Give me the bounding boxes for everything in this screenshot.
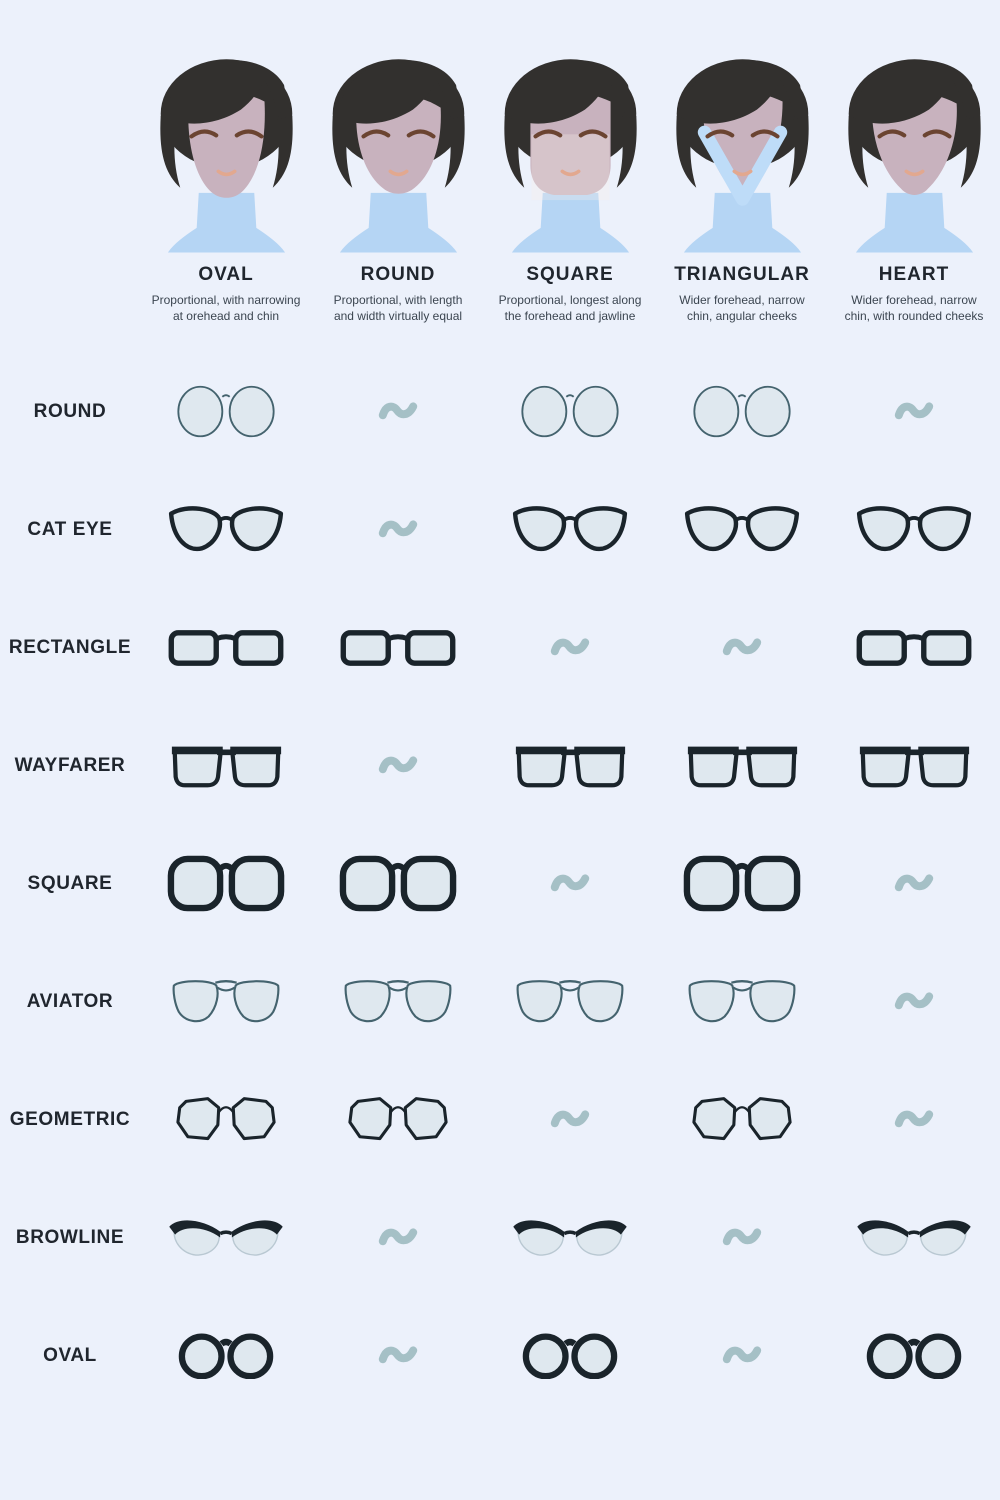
neck xyxy=(167,193,284,253)
cell-wayfarer-round xyxy=(312,707,484,825)
oval-glasses-icon xyxy=(860,1332,968,1379)
round-glasses-icon xyxy=(515,384,625,439)
tilde-icon xyxy=(549,632,591,664)
frame-style-label-cateye: CAT EYE xyxy=(27,518,113,540)
cateye-glasses-icon xyxy=(684,504,800,556)
cell-aviator-round xyxy=(312,943,484,1061)
frame-style-label-square: SQUARE xyxy=(27,872,113,894)
tilde-icon xyxy=(549,1104,591,1136)
cell-oval-triangular xyxy=(656,1297,828,1415)
square-glasses-icon xyxy=(167,854,285,913)
cell-aviator-oval xyxy=(140,943,312,1061)
tilde-icon xyxy=(377,750,419,782)
cell-oval-round xyxy=(312,1297,484,1415)
neck xyxy=(511,193,628,253)
face-shape-label: SQUARE xyxy=(526,264,614,285)
cell-aviator-triangular xyxy=(656,943,828,1061)
aviator-glasses-icon xyxy=(512,974,628,1030)
cell-wayfarer-square xyxy=(484,707,656,825)
cell-square-square xyxy=(484,825,656,943)
cell-browline-square xyxy=(484,1179,656,1297)
geometric-glasses-icon xyxy=(171,1095,281,1144)
cell-rectangle-oval xyxy=(140,589,312,707)
tilde-icon xyxy=(893,1104,935,1136)
cell-wayfarer-oval xyxy=(140,707,312,825)
cateye-glasses-icon xyxy=(856,504,972,556)
geometric-glasses-icon xyxy=(687,1095,797,1144)
face-triangular-illustration xyxy=(650,56,835,262)
round-glasses-icon xyxy=(171,384,281,439)
cell-round-round xyxy=(312,353,484,471)
cateye-glasses-icon xyxy=(168,504,284,556)
cell-aviator-square xyxy=(484,943,656,1061)
oval-glasses-icon xyxy=(516,1332,624,1379)
cell-browline-heart xyxy=(828,1179,1000,1297)
tilde-icon xyxy=(377,396,419,428)
face-shape-description: Wider forehead, narrow chin, angular cheeks xyxy=(679,293,805,323)
tilde-icon xyxy=(377,1222,419,1254)
cell-rectangle-heart xyxy=(828,589,1000,707)
face-shapes-header xyxy=(0,56,1000,325)
cell-browline-round xyxy=(312,1179,484,1297)
cell-cateye-round xyxy=(312,471,484,589)
cell-geometric-square xyxy=(484,1061,656,1179)
square-glasses-icon xyxy=(339,854,457,913)
face-heart-illustration xyxy=(822,56,1000,262)
face-round-illustration xyxy=(306,56,491,262)
square-glasses-icon xyxy=(683,854,801,913)
browline-glasses-icon xyxy=(167,1215,285,1260)
face-shape-column-heart xyxy=(828,56,1000,325)
browline-glasses-icon xyxy=(855,1215,973,1260)
tilde-icon xyxy=(721,1222,763,1254)
face-shape-label: HEART xyxy=(878,264,950,285)
tilde-icon xyxy=(721,632,763,664)
wayfarer-glasses-icon xyxy=(170,741,283,790)
cell-cateye-square xyxy=(484,471,656,589)
oval-glasses-icon xyxy=(172,1332,280,1379)
frame-style-label-browline: BROWLINE xyxy=(15,1226,125,1248)
frame-style-label-oval: OVAL xyxy=(43,1344,97,1366)
cell-rectangle-round xyxy=(312,589,484,707)
cell-rectangle-triangular xyxy=(656,589,828,707)
frame-style-label-round: ROUND xyxy=(33,400,107,422)
face-shape-description: Proportional, longest along the forehead and jawline xyxy=(498,293,642,323)
geometric-glasses-icon xyxy=(343,1095,453,1144)
cell-round-triangular xyxy=(656,353,828,471)
face-shape-column-triangular xyxy=(656,56,828,325)
cell-square-triangular xyxy=(656,825,828,943)
frame-style-label-aviator: AVIATOR xyxy=(26,990,114,1012)
cell-browline-triangular xyxy=(656,1179,828,1297)
face-shape-column-square xyxy=(484,56,656,325)
wayfarer-glasses-icon xyxy=(686,741,799,790)
face-shape-label: TRIANGULAR xyxy=(674,264,810,285)
face-shape-description: Proportional, with narrowing at orehead and chin xyxy=(151,293,301,323)
cell-oval-heart xyxy=(828,1297,1000,1415)
header-spacer xyxy=(0,56,140,325)
face-square-illustration xyxy=(478,56,663,262)
face-shape-label: ROUND xyxy=(360,264,436,285)
cell-browline-oval xyxy=(140,1179,312,1297)
neck xyxy=(339,193,456,253)
cell-round-oval xyxy=(140,353,312,471)
rectangle-glasses-icon xyxy=(855,626,973,669)
browline-glasses-icon xyxy=(511,1215,629,1260)
cell-cateye-triangular xyxy=(656,471,828,589)
round-glasses-icon xyxy=(687,384,797,439)
cell-geometric-round xyxy=(312,1061,484,1179)
tilde-icon xyxy=(893,986,935,1018)
cell-cateye-oval xyxy=(140,471,312,589)
aviator-glasses-icon xyxy=(168,974,284,1030)
face-oval-illustration xyxy=(134,56,319,262)
tilde-icon xyxy=(721,1340,763,1372)
neck xyxy=(855,193,972,253)
frame-style-label-geometric: GEOMETRIC xyxy=(9,1108,131,1130)
face-shape-description: Wider forehead, narrow chin, with rounded cheeks xyxy=(844,293,984,323)
cell-cateye-heart xyxy=(828,471,1000,589)
cell-square-round xyxy=(312,825,484,943)
cell-rectangle-square xyxy=(484,589,656,707)
square-jaw-highlight xyxy=(531,134,609,200)
cell-round-square xyxy=(484,353,656,471)
face-shape-description: Proportional, with length and width virtually equal xyxy=(333,293,463,323)
tilde-icon xyxy=(377,514,419,546)
cell-wayfarer-triangular xyxy=(656,707,828,825)
face-shape-label: OVAL xyxy=(198,264,254,285)
rectangle-glasses-icon xyxy=(339,626,457,669)
tilde-icon xyxy=(893,396,935,428)
aviator-glasses-icon xyxy=(340,974,456,1030)
cateye-glasses-icon xyxy=(512,504,628,556)
face-shape-column-round xyxy=(312,56,484,325)
tilde-icon xyxy=(377,1340,419,1372)
cell-square-oval xyxy=(140,825,312,943)
cell-wayfarer-heart xyxy=(828,707,1000,825)
cell-oval-oval xyxy=(140,1297,312,1415)
cell-round-heart xyxy=(828,353,1000,471)
rectangle-glasses-icon xyxy=(167,626,285,669)
cell-aviator-heart xyxy=(828,943,1000,1061)
cell-square-heart xyxy=(828,825,1000,943)
cell-oval-square xyxy=(484,1297,656,1415)
frame-style-label-wayfarer: WAYFARER xyxy=(14,754,126,776)
cell-geometric-triangular xyxy=(656,1061,828,1179)
wayfarer-glasses-icon xyxy=(514,741,627,790)
tilde-icon xyxy=(549,868,591,900)
wayfarer-glasses-icon xyxy=(858,741,971,790)
frame-style-label-rectangle: RECTANGLE xyxy=(8,636,132,658)
tilde-icon xyxy=(893,868,935,900)
frames-matrix xyxy=(0,353,1000,1415)
face-shape-column-oval xyxy=(140,56,312,325)
cell-geometric-oval xyxy=(140,1061,312,1179)
cell-geometric-heart xyxy=(828,1061,1000,1179)
aviator-glasses-icon xyxy=(684,974,800,1030)
